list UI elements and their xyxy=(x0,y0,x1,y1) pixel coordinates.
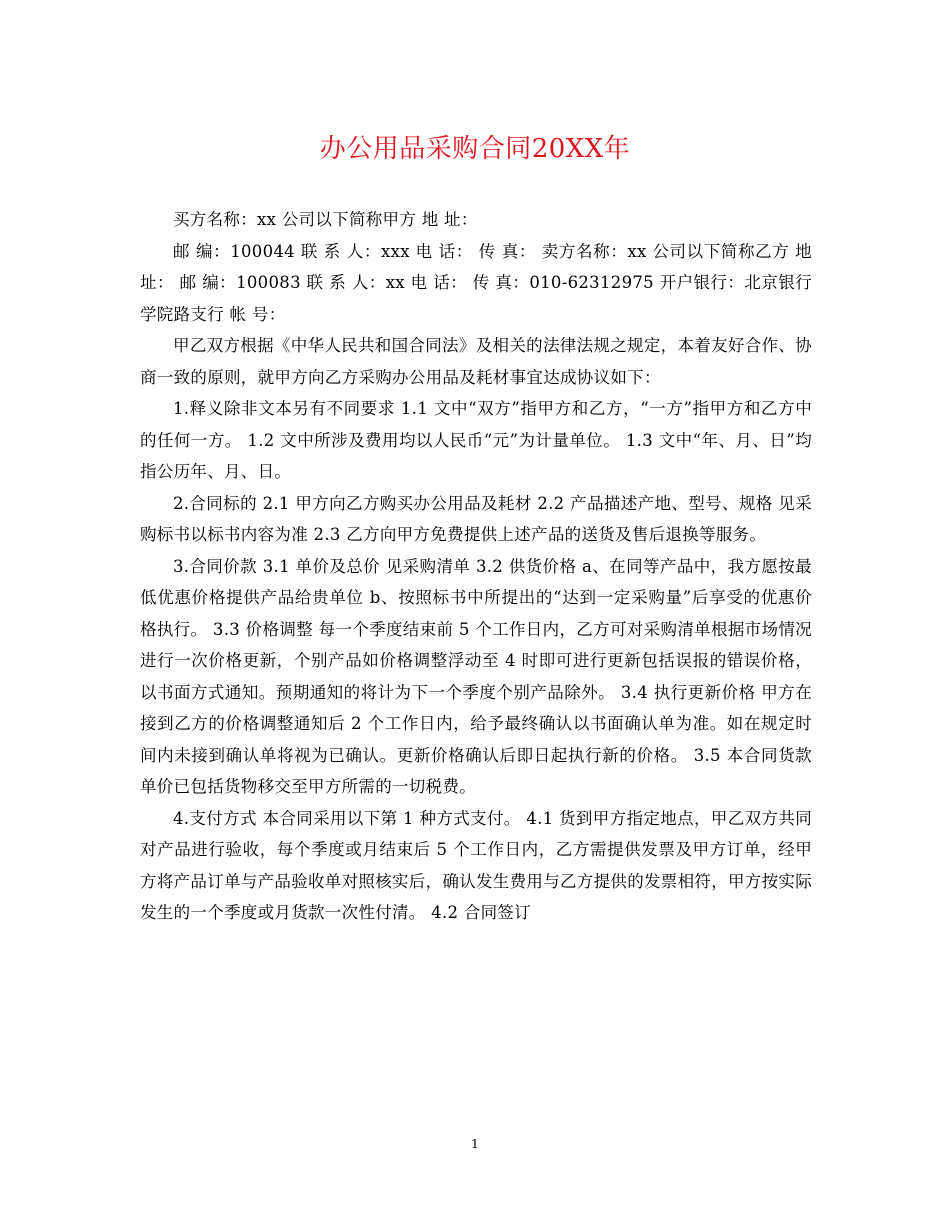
paragraph-contract-price: 3.合同价款 3.1 单价及总价 见采购清单 3.2 供货价格 a、在同等产品中，我方愿按最低优惠价格提供产品给贵单位 b、按照标书中所提出的“达到一定采购量”后享受的优惠价格执行。 3.3 价格调整 每一个季度结束前 5 个工作日内，乙方可对采购清单根据市场情况进行一次价格更新，个别产品如价格调整浮动至 4 时即可进行更新包括误报的错误价格，以书面方式通知。预期通知的将计为下一个季度个别产品除外。 3.4 执行更新价格 甲方在接到乙方的价格调整通知后 2 个工作日内，给予最终确认以书面确认单为准。如在规定时间内未接到确认单将视为已确认。更新价格确认后即日起执行新的价格。 3.5 本合同货款单价已包括货物移交至甲方所需的一切税费。 xyxy=(140,556,812,796)
document-body xyxy=(140,204,812,929)
paragraph-buyer-name: 买方名称：xx 公司以下简称甲方 地 址： xyxy=(173,210,478,229)
paragraph-definitions: 1.释义除非文本另有不同要求 1.1 文中“双方”指甲方和乙方，“一方”指甲方和乙方中的任何一方。 1.2 文中所涉及费用均以人民币“元”为计量单位。 1.3 文中“年、月、日”均指公历年、月、日。 xyxy=(140,399,812,481)
paragraph-contact-info: 邮 编：100044 联 系 人：xxx 电 话： 传 真： 卖方名称：xx 公司以下简称乙方 地 址： 邮 编：100083 联 系 人：xx 电 话： 传 真：010-62312975 开户银行：北京银行学院路支行 帐 号： xyxy=(140,241,812,324)
paragraph-payment-method: 4.支付方式 本合同采用以下第 1 种方式支付。 4.1 货到甲方指定地点，甲乙双方共同对产品进行验收，每个季度或月结束后 5 个工作日内，乙方需提供发票及甲方订单，经甲方将产品订单与产品验收单对照核实后，确认发生费用与乙方提供的发票相符，甲方按实际发生的一个季度或月货款一次性付清。 4.2 合同签订 xyxy=(140,808,812,922)
paragraph-preamble: 甲乙双方根据《中华人民共和国合同法》及相关的法律法规之规定，本着友好合作、协商一致的原则，就甲方向乙方采购办公用品及耗材事宜达成协议如下： xyxy=(140,336,812,387)
page-number: 1 xyxy=(471,1137,479,1151)
document-title: 办公用品采购合同20XX年 xyxy=(319,134,631,164)
paragraph-contract-subject: 2.合同标的 2.1 甲方向乙方购买办公用品及耗材 2.2 产品描述产地、型号、规格 见采购标书以标书内容为准 2.3 乙方向甲方免费提供上述产品的送货及售后退换等服务。 xyxy=(140,493,812,544)
